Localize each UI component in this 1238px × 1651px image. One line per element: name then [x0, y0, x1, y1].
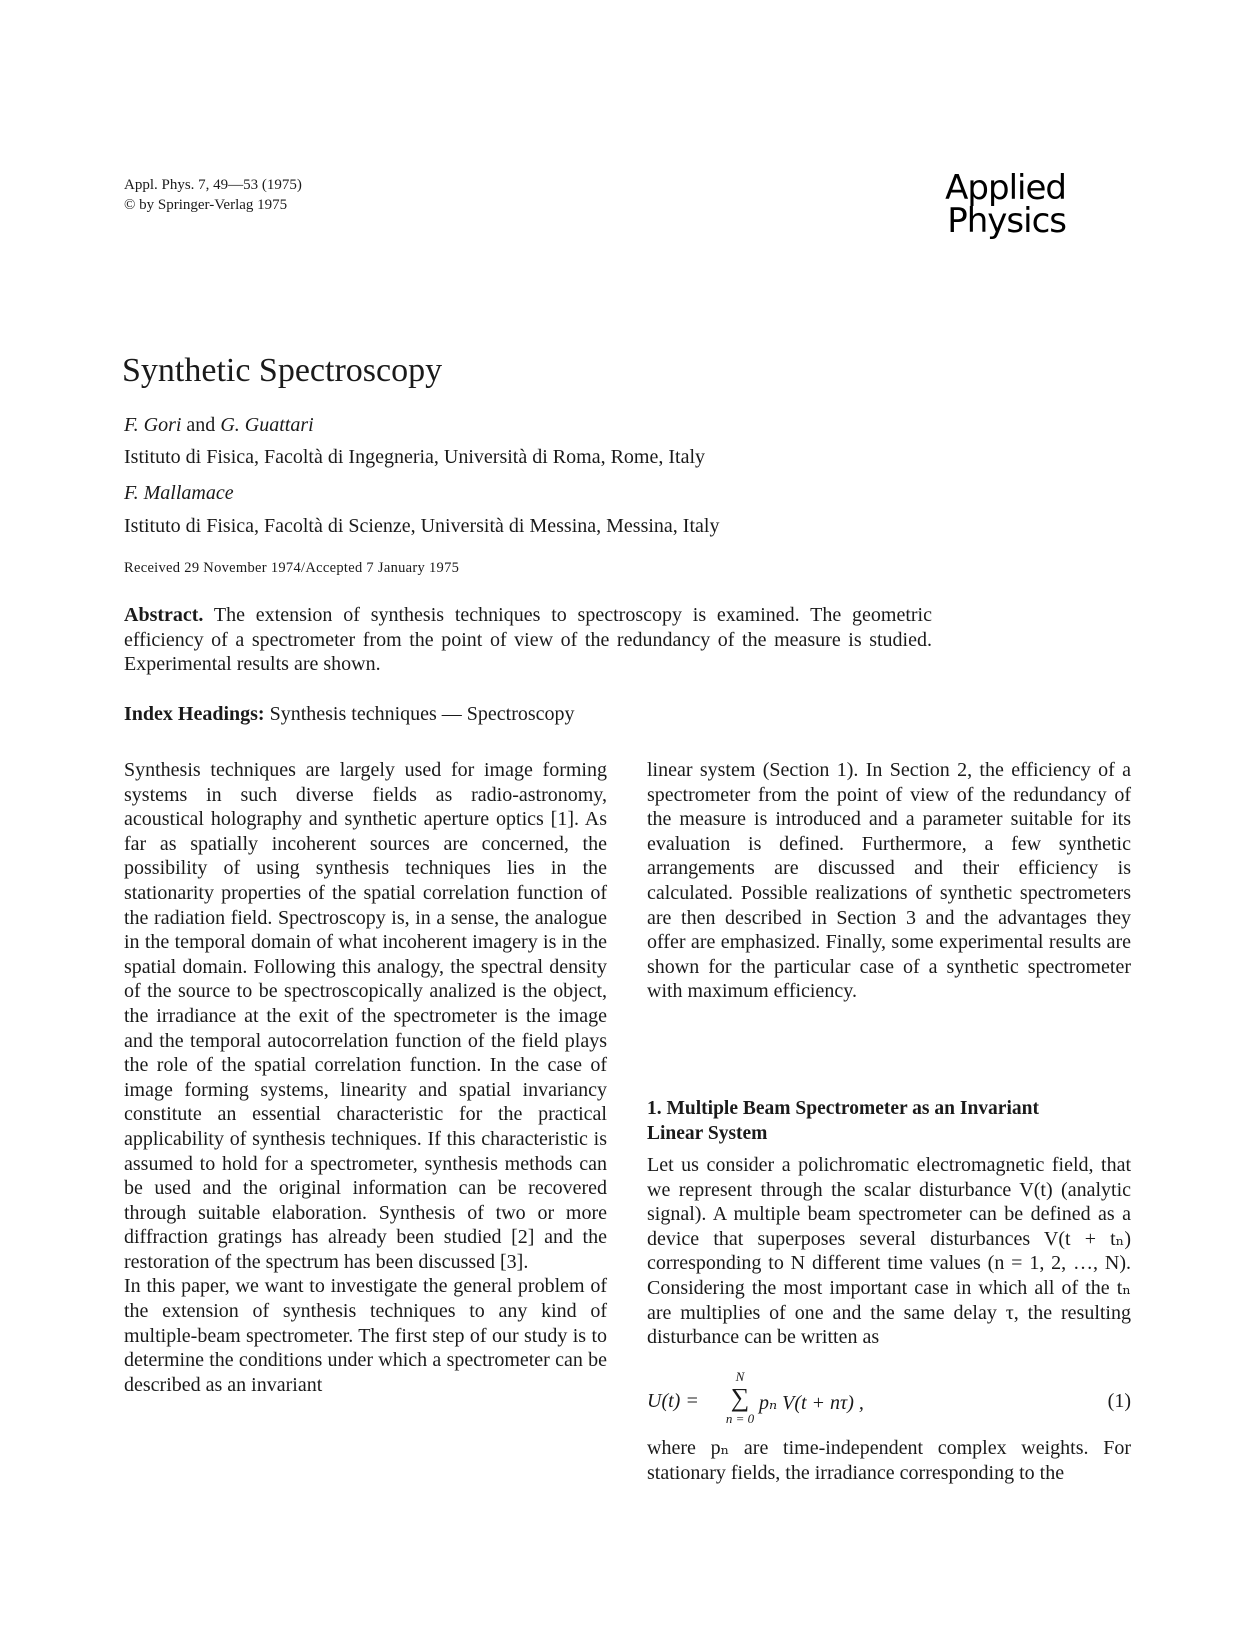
paragraph-outline: linear system (Section 1). In Section 2, the efficiency of a spectrometer from the point of view of the redundancy of the measure is introduced and a parameter suitable for its evaluation is defined. Furthermore, a few synthetic arrangements are discussed and their efficiency is calculated. Possible realizations of synthetic spectrometers are then described in Section 3 and the advantages they offer are emphasized. Finally, some experimental results are shown for the particular case of a synthetic spectrometer with maximum efficiency.: [647, 759, 1131, 1003]
paragraph-section-1: Let us consider a polichromatic electromagnetic field, that we represent through the scalar disturbance V(t) (analytic signal). A multiple beam spectrometer can be defined as a device that superposes several disturbances V(t + tₙ) corresponding to N different time values (n = 1, 2, …, N). Considering the most important case in which all of the tₙ are multiplies of one and the same delay τ, the resulting disturbance can be written as: [647, 1154, 1131, 1349]
paragraph-intro: Synthesis techniques are largely used for image forming systems in such diverse fields as radio-astronomy, acoustical holography and synthetic aperture optics [1]. As far as spatially incoherent sources are concerned, the possibility of using synthesis techniques lies in the stationarity properties of the spatial correlation function of the radiation field. Spectroscopy is, in a sense, the analogue in the temporal domain of what incoherent imagery is in the spatial domain. Following this analogy, the spectral density of the source to be spectroscopically analized is the object, the irradiance at the exit of the spectrometer is the image and the temporal autocorrelation function of the field plays the role of the spatial correlation function. In the case of image forming systems, linearity and spatial invariancy constitute an essential characteristic for the practical applicability of synthesis techniques. If this characteristic is assumed to hold for a spectrometer, synthesis methods can be used and the original information can be recovered through suitable elaboration. Synthesis of two or more diffraction gratings has already been studied [2] and the restoration of the spectrum has been discussed [3].: [124, 759, 607, 1273]
body-right-column-middle: [647, 1153, 1131, 1350]
received-dates: Received 29 November 1974/Accepted 7 January 1975: [124, 560, 460, 576]
abstract-label: Abstract.: [124, 604, 204, 626]
paragraph-paper-aim: In this paper, we want to investigate the general problem of the extension of synthesis techniques to any kind of multiple-beam spectrometer. The first step of our study is to determine the conditions under which a spectrometer can be described as an invariant: [124, 1275, 607, 1396]
body-right-column-top: [647, 758, 1131, 1004]
paragraph-after-equation: where pₙ are time-independent complex weights. For stationary fields, the irradiance corresponding to the: [647, 1437, 1131, 1484]
summation: [725, 1369, 755, 1427]
section-1-heading-line-2: Linear System: [647, 1123, 768, 1144]
authors-group-1: [124, 414, 314, 437]
equation-rhs: pₙ V(t + nτ) ,: [759, 1392, 864, 1414]
author-conjunction: and: [181, 414, 221, 436]
index-label: Index Headings:: [124, 703, 265, 725]
equation-1: [647, 1369, 1131, 1429]
equation-lhs: U(t) =: [647, 1390, 699, 1412]
logo-line-1: Applied: [945, 168, 1066, 208]
equation-number: (1): [1107, 1390, 1131, 1412]
copyright-line: © by Springer-Verlag 1975: [124, 197, 288, 213]
authors-group-2: F. Mallamace: [124, 482, 234, 504]
sum-upper-limit: N: [735, 1369, 745, 1384]
article-title: Synthetic Spectroscopy: [122, 352, 443, 389]
index-headings: [124, 703, 575, 726]
logo-line-2: Physics: [947, 201, 1066, 241]
affiliation-1: Istituto di Fisica, Facoltà di Ingegneria, Università di Roma, Rome, Italy: [124, 446, 705, 468]
abstract: [124, 603, 932, 677]
section-1-heading: [647, 1096, 1131, 1146]
journal-logo: [945, 168, 1066, 241]
author-gori: F. Gori: [124, 414, 182, 436]
sum-lower-limit: n = 0: [725, 1411, 755, 1426]
sum-symbol: ∑: [730, 1383, 750, 1412]
abstract-text: The extension of synthesis techniques to spectroscopy is examined. The geometric efficiency of a spectrometer from the point of view of the redundancy of the measure is studied. Experimental results are shown.: [124, 604, 932, 675]
author-guattari: G. Guattari: [220, 414, 314, 436]
citation-line: Appl. Phys. 7, 49—53 (1975): [124, 177, 302, 193]
body-right-column-bottom: [647, 1436, 1131, 1485]
index-text: Synthesis techniques — Spectroscopy: [264, 703, 575, 725]
body-left-column: [124, 758, 607, 1397]
journal-reference: [124, 175, 302, 215]
section-1-heading-line-1: 1. Multiple Beam Spectrometer as an Invariant: [647, 1098, 1039, 1119]
affiliation-2: Istituto di Fisica, Facoltà di Scienze, Università di Messina, Messina, Italy: [124, 515, 720, 537]
